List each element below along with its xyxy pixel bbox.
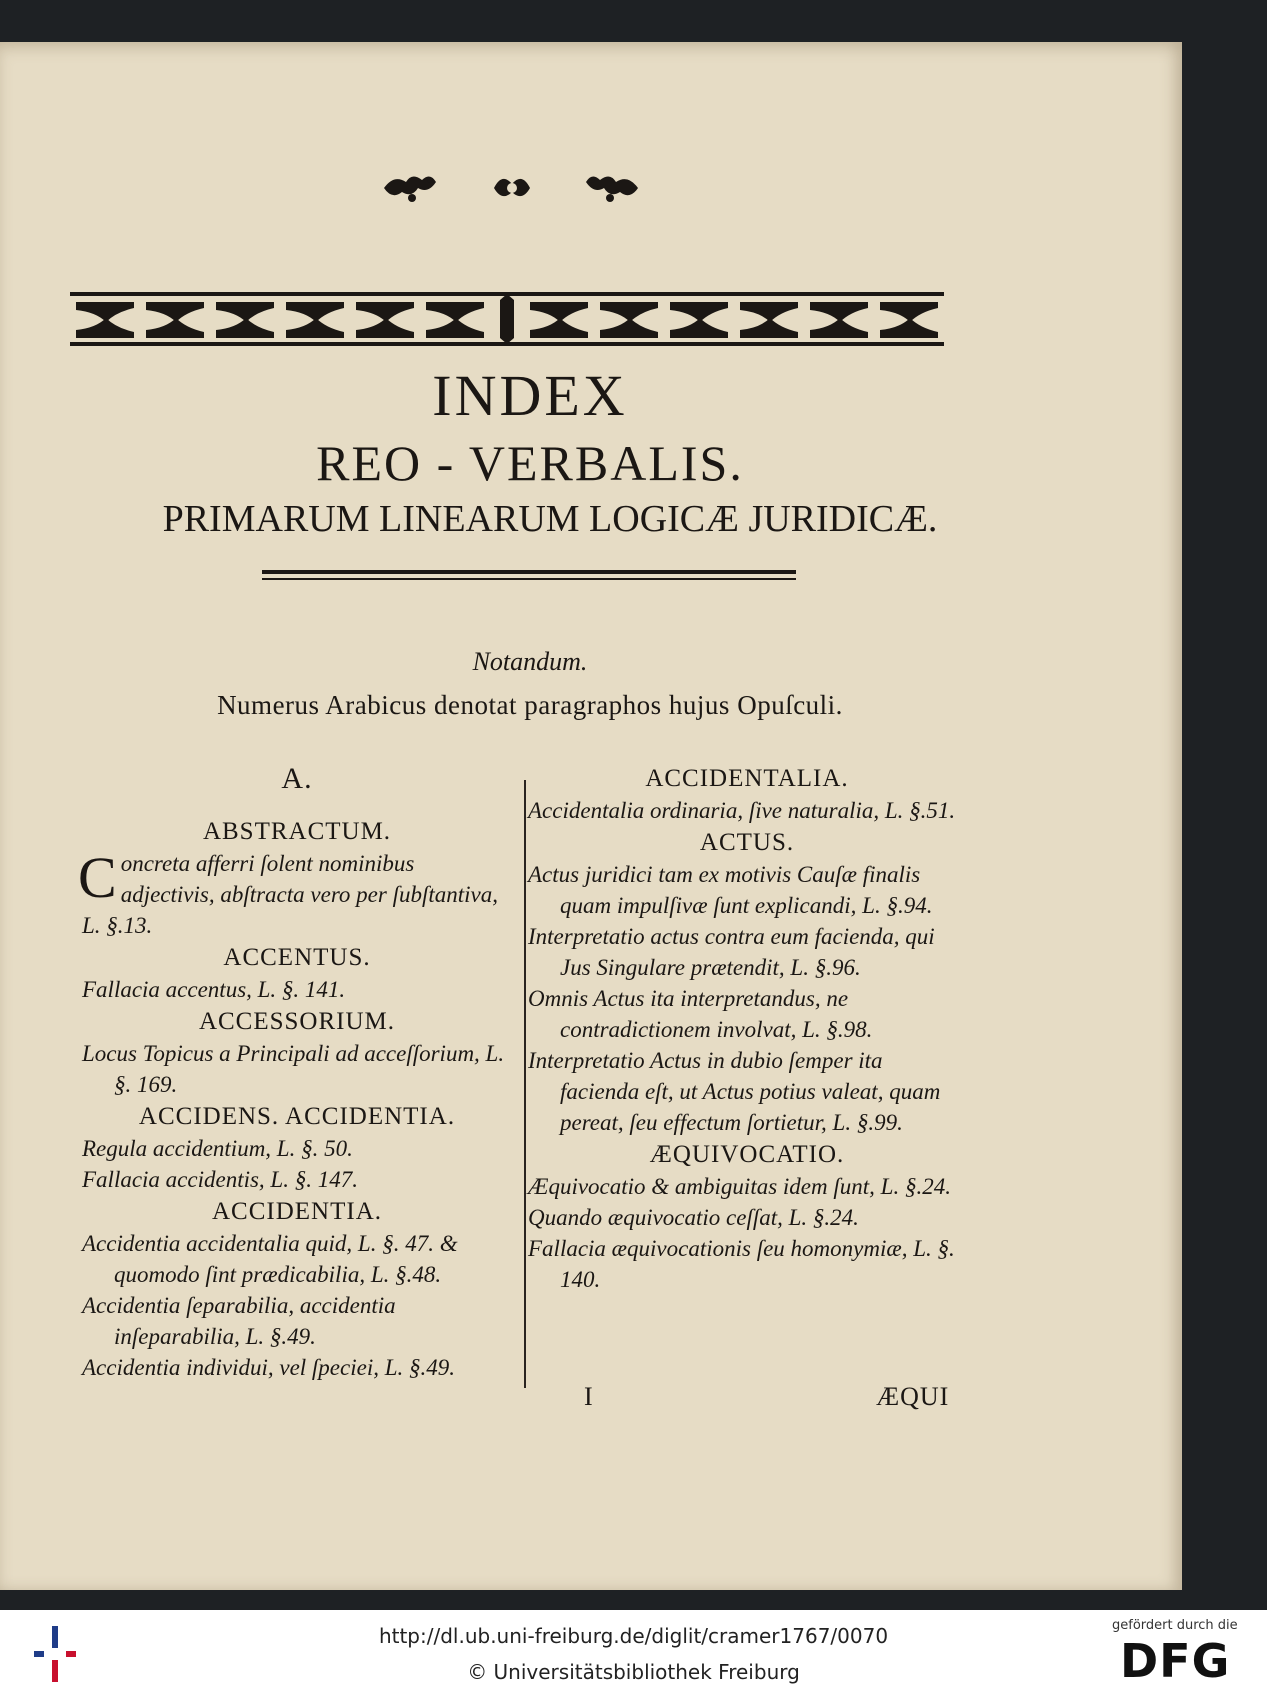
index-entry: Locus Topicus a Principali ad acceſſorium, L. §. 169. — [82, 1041, 505, 1097]
signature-mark: I — [584, 1382, 593, 1411]
index-heading: ACCESSORIUM. — [198, 1008, 396, 1035]
title-index: INDEX — [432, 363, 628, 428]
ornamental-border-icon — [70, 290, 944, 348]
copyright-text: © Universitätsbibliothek Freiburg — [467, 1660, 800, 1684]
dfg-logo-icon: DFG — [1120, 1634, 1231, 1688]
index-heading: ACCIDENTIA. — [211, 1198, 382, 1225]
index-entry: Fallacia accentus, L. §. 141. — [82, 977, 346, 1002]
index-entry: Accidentia ſeparabilia, accidentia inſeparabilia, L. §.49. — [82, 1293, 396, 1349]
index-entry: Omnis Actus ita interpretandus, ne contradictionem involvat, L. §.98. — [528, 986, 873, 1042]
index-entry: Interpretatio Actus in dubio ſemper ita facienda eſt, ut Actus potius valeat, quam pereat, ſeu effectum ſortietur, L. §.99. — [528, 1048, 941, 1135]
index-entry: Actus juridici tam ex motivis Cauſæ finalis quam impulſivæ ſunt explicandi, L. §.94. — [528, 862, 933, 918]
notandum-heading: Notandum. — [472, 647, 588, 676]
catchword: ÆQUI — [876, 1382, 950, 1411]
index-entry: Æquivocatio & ambiguitas idem ſunt, L. §.24. — [528, 1174, 951, 1199]
drop-cap: C — [78, 845, 117, 910]
scanned-page — [0, 42, 1182, 1590]
index-entry — [78, 845, 512, 941]
index-heading: ACCIDENS. ACCIDENTIA. — [138, 1103, 456, 1130]
double-rule-thin — [262, 578, 796, 580]
index-entry: Fallacia accidentis, L. §. 147. — [82, 1167, 358, 1192]
index-entry: Accidentia individui, vel ſpeciei, L. §.49. — [82, 1355, 456, 1380]
column-divider — [524, 780, 526, 1388]
title-reo-verbalis: REO - VERBALIS. — [316, 435, 744, 491]
title-subtitle: PRIMARUM LINEARUM LOGICÆ JURIDICÆ. — [162, 498, 938, 540]
source-url-link[interactable]: http://dl.ub.uni-freiburg.de/diglit/cramer1767/0070 — [378, 1624, 889, 1648]
index-entry: Quando æquivocatio ceſſat, L. §.24. — [528, 1205, 859, 1230]
entry-text: oncreta afferri ſolent nominibus adjectivis, abſtracta vero per ſubſtantiva, L. §.13. — [82, 851, 498, 938]
viewer-footer — [0, 1610, 1267, 1697]
ornament-top-icon — [382, 170, 640, 206]
index-heading: A. — [281, 762, 313, 795]
index-heading: ÆQUIVOCATIO. — [649, 1141, 845, 1168]
index-heading: ABSTRACTUM. — [202, 818, 392, 845]
index-entry: Accidentalia ordinaria, ſive naturalia, L. §.51. — [528, 798, 956, 823]
left-column — [78, 762, 512, 1383]
index-entry: Fallacia æquivocationis ſeu homonymiæ, L. §. 140. — [528, 1236, 955, 1292]
note-text: Numerus Arabicus denotat paragraphos hujus Opuſculi. — [217, 690, 843, 720]
index-heading: ACCIDENTALIA. — [645, 765, 849, 792]
index-heading: ACCENTUS. — [223, 944, 371, 971]
right-column — [528, 762, 966, 1295]
double-rule-thick — [262, 570, 796, 574]
index-entry: Regula accidentium, L. §. 50. — [82, 1136, 353, 1161]
index-entry: Accidentia accidentalia quid, L. §. 47. & quomodo ſint prædicabilia, L. §.48. — [82, 1231, 458, 1287]
index-entry: Interpretatio actus contra eum facienda, qui Jus Singulare prætendit, L. §.96. — [528, 924, 935, 980]
funding-caption: gefördert durch die — [1112, 1618, 1238, 1633]
index-heading: ACTUS. — [699, 829, 795, 856]
